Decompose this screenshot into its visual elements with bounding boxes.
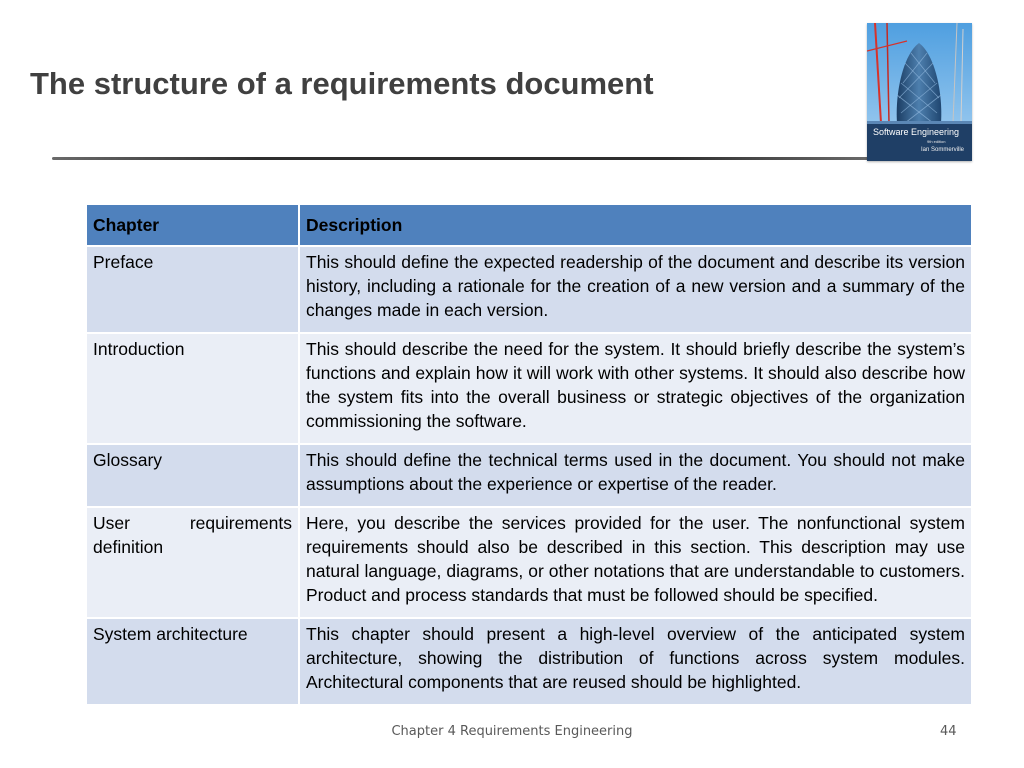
- table-header-row: [86, 204, 972, 246]
- table-row: [86, 333, 972, 444]
- description-cell: This chapter should present a high-level overview of the anticipated system architecture, showing the distribution of functions across system modules. Architectural components that are reused should be highlighted.: [299, 618, 972, 705]
- chapter-cell: Glossary: [86, 444, 299, 507]
- table-row: [86, 618, 972, 705]
- table-row: [86, 246, 972, 333]
- chapter-cell: Introduction: [86, 333, 299, 444]
- header-chapter: Chapter: [86, 204, 299, 246]
- table-row: [86, 444, 972, 507]
- chapter-cell: Preface: [86, 246, 299, 333]
- description-cell: This should define the expected readership of the document and describe its version history, including a rationale for the creation of a new version and a summary of the changes made in each version.: [299, 246, 972, 333]
- book-cover-image: [867, 23, 972, 161]
- slide-title: The structure of a requirements document: [30, 66, 654, 101]
- header-description: Description: [299, 204, 972, 246]
- cover-title: Software Engineering: [873, 127, 960, 137]
- title-divider: [52, 157, 870, 160]
- chapter-cell: System architecture: [86, 618, 299, 705]
- cover-subtitle: 9th edition: [927, 139, 946, 144]
- table-row: [86, 507, 972, 618]
- description-cell: This should define the technical terms used in the document. You should not make assumptions about the experience or expertise of the reader.: [299, 444, 972, 507]
- description-cell: This should describe the need for the system. It should briefly describe the system’s functions and explain how it will work with other systems. It should also describe how the system fits into the overall business or strategic objectives of the organization commissioning the software.: [299, 333, 972, 444]
- chapter-cell: User requirements definition: [86, 507, 299, 618]
- footer-chapter-label: Chapter 4 Requirements Engineering: [391, 724, 633, 739]
- requirements-structure-table: [85, 203, 973, 706]
- page-number: 44: [940, 724, 957, 739]
- description-cell: Here, you describe the services provided for the user. The nonfunctional system requirements should also be described in this section. This description may use natural language, diagrams, or other notations that are understandable to customers. Product and process standards that must be followed should be specified.: [299, 507, 972, 618]
- cover-author: Ian Sommerville: [921, 147, 965, 153]
